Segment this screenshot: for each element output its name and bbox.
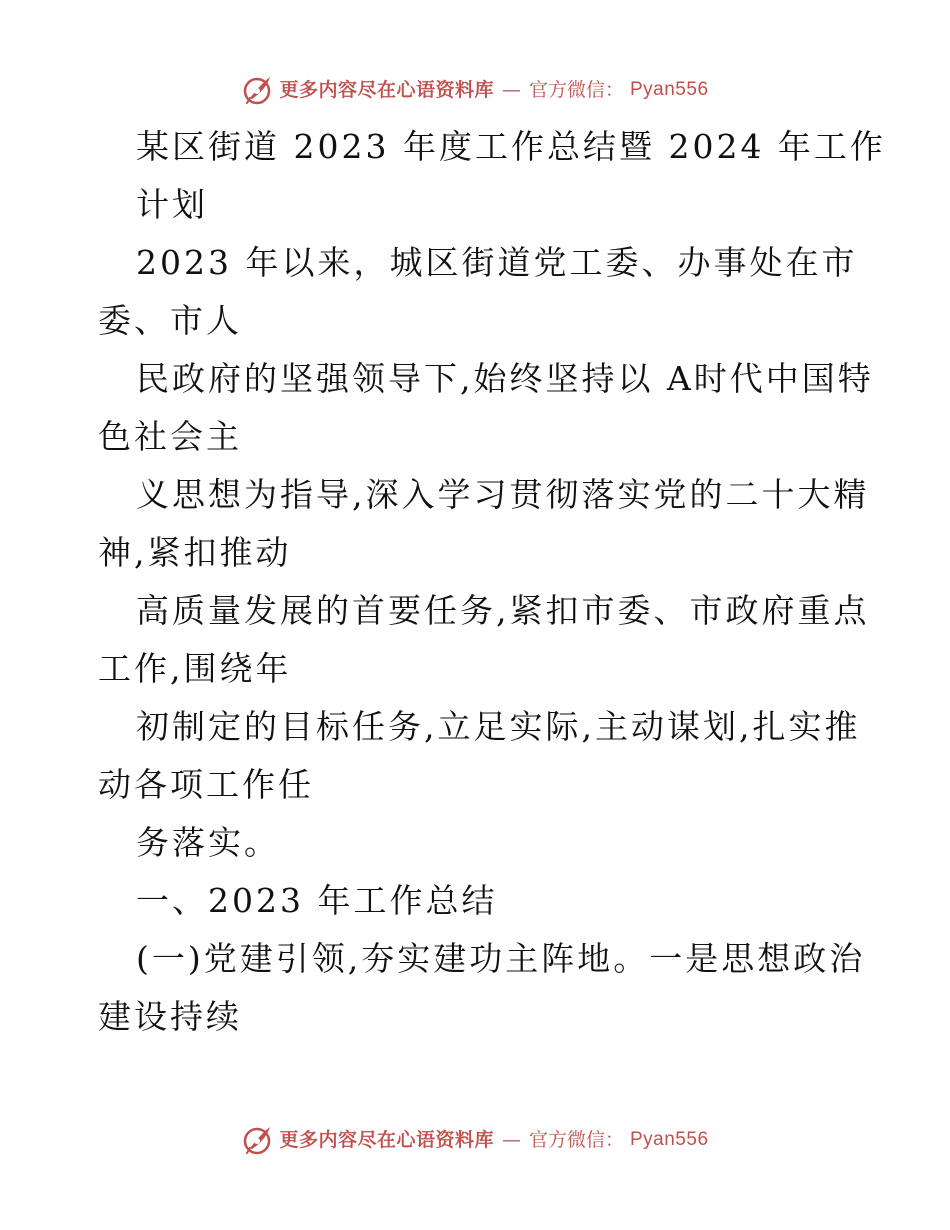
watermark-separator: — [501, 79, 521, 101]
paragraph-line: 神,紧扣推动 [98, 533, 292, 572]
watermark-main-text: 更多内容尽在心语资料库 [279, 1129, 494, 1151]
watermark-wechat-handle: Pyan556 [630, 79, 709, 100]
watermark-separator: — [501, 1129, 521, 1151]
watermark-footer [0, 1120, 950, 1160]
document-title-line-2: 计划 [136, 185, 208, 224]
watermark-wechat-handle: Pyan556 [630, 1129, 709, 1150]
paragraph-line: 务落实。 [136, 823, 280, 862]
subsection-line: (一)党建引领,夯实建功主阵地。一是思想政治 [136, 939, 866, 978]
section-heading: 一、2023 年工作总结 [136, 881, 498, 920]
watermark-main-text: 更多内容尽在心语资料库 [279, 79, 494, 101]
paragraph-line: 2023 年以来，城区街道党工委、办事处在市 [136, 243, 858, 282]
watermark-wechat-label: 官方微信： [528, 1129, 624, 1151]
paragraph-line: 民政府的坚强领导下,始终坚持以 A时代中国特 [136, 359, 874, 398]
paragraph-line: 委、市人 [98, 301, 242, 340]
paragraph-line: 色社会主 [98, 417, 242, 456]
paragraph-line: 义思想为指导,深入学习贯彻落实党的二十大精 [136, 475, 870, 514]
paragraph-line: 动各项工作任 [98, 765, 314, 804]
quill-pen-logo-icon [241, 74, 273, 106]
paragraph-line: 高质量发展的首要任务,紧扣市委、市政府重点 [136, 591, 870, 630]
watermark-header [0, 70, 950, 110]
quill-pen-logo-icon [241, 1124, 273, 1156]
paragraph-line: 工作,围绕年 [98, 649, 292, 688]
watermark-wechat-label: 官方微信： [528, 79, 624, 101]
paragraph-line: 建设持续 [98, 997, 242, 1036]
document-body [98, 118, 886, 1046]
paragraph-line: 初制定的目标任务,立足实际,主动谋划,扎实推 [136, 707, 861, 746]
document-title-line-1: 某区街道 2023 年度工作总结暨 2024 年工作 [136, 127, 886, 166]
